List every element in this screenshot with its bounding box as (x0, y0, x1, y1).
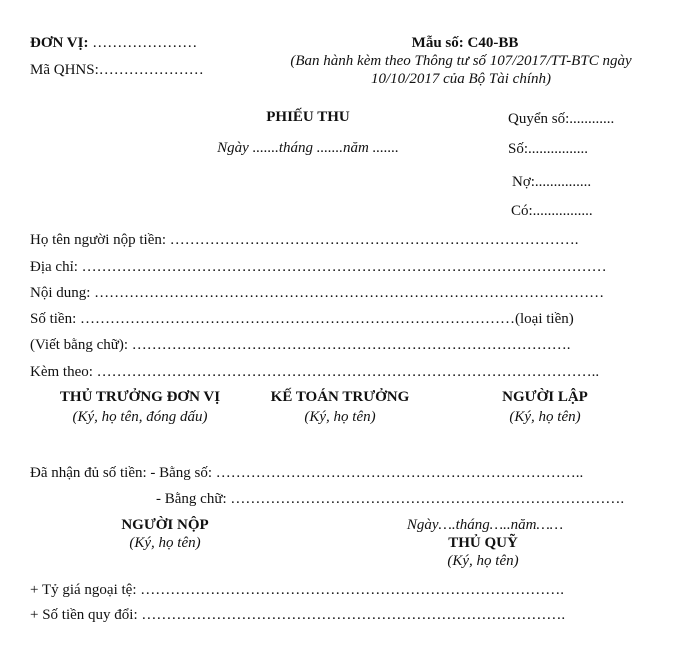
exchange-rate-field: + Tỷ giá ngoại tệ: …………………………………………………………………………. (30, 582, 564, 598)
qhns-line: Mã QHNS:………………… (30, 62, 204, 78)
amount-words-field: (Viết bằng chữ): ……………………………………………………………………………. (30, 337, 571, 353)
credit-account: Có:................ (511, 203, 593, 219)
form-code: Mẫu số: C40-BB (411, 35, 519, 51)
unit-line (30, 34, 197, 52)
converted-amount-field: + Số tiền quy đổi: …………………………………………………………………………. (30, 607, 566, 623)
content-field: Nội dung: ………………………………………………………………………………………… (30, 285, 605, 301)
chief-accountant-title: KẾ TOÁN TRƯỞNG (270, 389, 410, 405)
preparer-note: (Ký, họ tên) (509, 409, 581, 425)
debit-account: Nợ:............... (512, 174, 592, 190)
unit-dots: ………………… (88, 35, 198, 51)
book-number: Quyển số:............ (508, 111, 615, 127)
payer-title: NGƯỜI NỘP (121, 517, 209, 533)
voucher-number: Số:................ (508, 141, 589, 157)
received-amount-number: Đã nhận đủ số tiền: - Bằng số: ……………………………………………………………….. (30, 465, 584, 481)
address-field: Địa chỉ: …………………………………………………………………………………………… (30, 259, 607, 275)
issued-line-1: (Ban hành kèm theo Thông tư số 107/2017/TT-BTC ngày (290, 53, 632, 69)
payer-note: (Ký, họ tên) (129, 535, 201, 551)
amount-field: Số tiền: ……………………………………………………………………………(loại tiền) (30, 311, 574, 327)
cashier-note: (Ký, họ tên) (447, 553, 519, 569)
head-of-unit-title: THỦ TRƯỞNG ĐƠN VỊ (59, 389, 221, 405)
title-date-line: Ngày .......tháng .......năm ....... (217, 140, 399, 156)
received-amount-words: - Bằng chữ: ……………………………………………………………………. (156, 491, 625, 507)
attachments-field: Kèm theo: ……………………………………………………………………………………….. (30, 364, 600, 380)
cashier-date-line: Ngày….tháng…..năm…… (406, 517, 564, 533)
preparer-title: NGƯỜI LẬP (502, 389, 588, 405)
unit-label: ĐƠN VỊ: (30, 35, 89, 51)
issued-line-2: 10/10/2017 của Bộ Tài chính) (371, 71, 551, 87)
head-of-unit-note: (Ký, họ tên, đóng dấu) (72, 409, 208, 425)
payer-name-field: Họ tên người nộp tiền: ………………………………………………………………………. (30, 232, 579, 248)
cashier-title: THỦ QUỸ (448, 535, 518, 551)
page-title: PHIẾU THU (266, 109, 350, 125)
chief-accountant-note: (Ký, họ tên) (304, 409, 376, 425)
